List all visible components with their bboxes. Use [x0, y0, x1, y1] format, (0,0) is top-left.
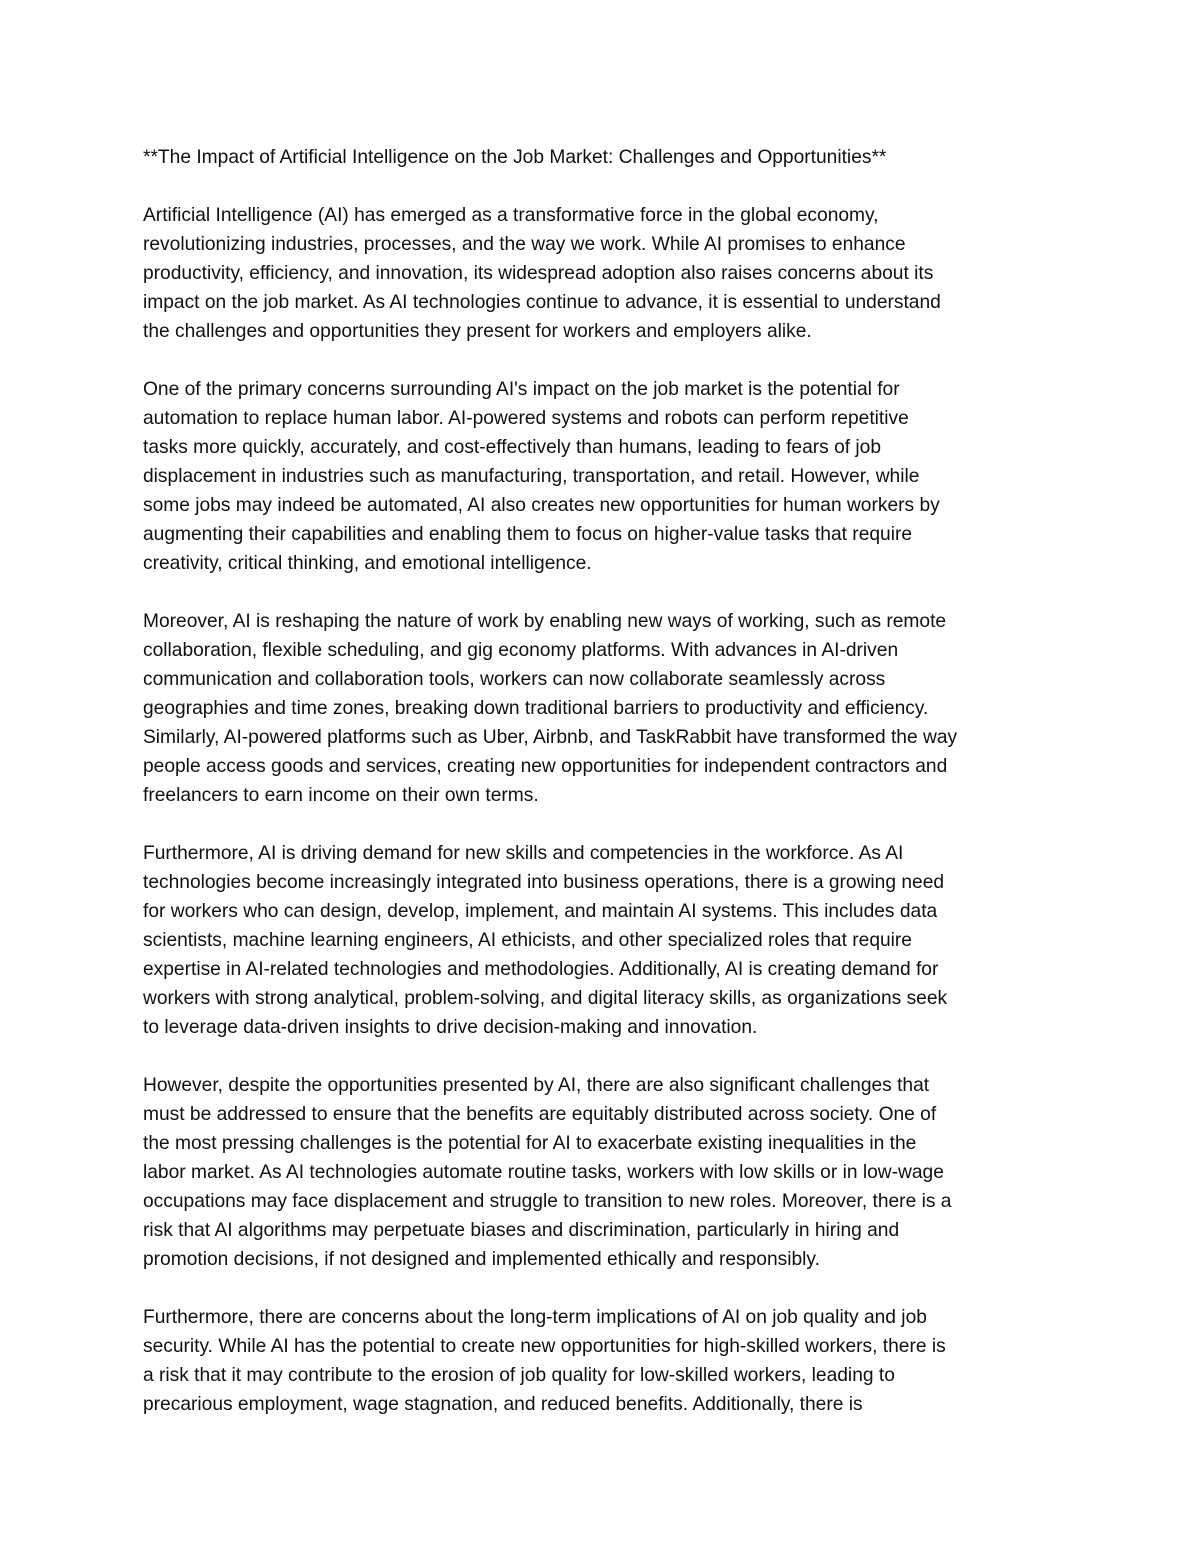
text-line: revolutionizing industries, processes, and the way we work. While AI promises to enhance	[143, 234, 906, 255]
text-line: security. While AI has the potential to create new opportunities for high-skilled workers, there is	[143, 1336, 946, 1357]
paragraph-automation	[143, 375, 1073, 578]
text-line: displacement in industries such as manufacturing, transportation, and retail. However, while	[143, 466, 920, 487]
text-line: augmenting their capabilities and enabling them to focus on higher-value tasks that require	[143, 524, 913, 545]
paragraph-spacer	[143, 1274, 1073, 1303]
text-line: However, despite the opportunities presented by AI, there are also significant challenges that	[143, 1075, 930, 1096]
text-line: workers with strong analytical, problem-solving, and digital literacy skills, as organizations seek	[143, 988, 948, 1009]
text-line: scientists, machine learning engineers, AI ethicists, and other specialized roles that require	[143, 930, 912, 951]
text-line: collaboration, flexible scheduling, and gig economy platforms. With advances in AI-driven	[143, 640, 899, 661]
text-line: geographies and time zones, breaking down traditional barriers to productivity and efficiency.	[143, 698, 929, 719]
text-line: Similarly, AI-powered platforms such as Uber, Airbnb, and TaskRabbit have transformed the way	[143, 727, 958, 748]
text-line: Furthermore, there are concerns about the long-term implications of AI on job quality and job	[143, 1307, 927, 1328]
text-line: creativity, critical thinking, and emotional intelligence.	[143, 553, 592, 574]
paragraph-spacer	[143, 172, 1073, 201]
text-line: freelancers to earn income on their own terms.	[143, 785, 539, 806]
text-line: people access goods and services, creating new opportunities for independent contractors and	[143, 756, 948, 777]
text-line: productivity, efficiency, and innovation, its widespread adoption also raises concerns about its	[143, 263, 934, 284]
text-line: must be addressed to ensure that the benefits are equitably distributed across society. One of	[143, 1104, 937, 1125]
text-line: impact on the job market. As AI technologies continue to advance, it is essential to understand	[143, 292, 941, 313]
paragraph-spacer	[143, 346, 1073, 375]
text-line: Artificial Intelligence (AI) has emerged as a transformative force in the global economy,	[143, 205, 879, 226]
text-line: some jobs may indeed be automated, AI also creates new opportunities for human workers by	[143, 495, 940, 516]
text-line: risk that AI algorithms may perpetuate biases and discrimination, particularly in hiring and	[143, 1220, 900, 1241]
paragraph-nature-of-work	[143, 607, 1073, 810]
text-line: a risk that it may contribute to the erosion of job quality for low-skilled workers, leading to	[143, 1365, 895, 1386]
text-line: technologies become increasingly integrated into business operations, there is a growing need	[143, 872, 945, 893]
paragraph-challenges	[143, 1071, 1073, 1274]
text-line: the challenges and opportunities they present for workers and employers alike.	[143, 321, 812, 342]
text-line: occupations may face displacement and struggle to transition to new roles. Moreover, there is a	[143, 1191, 952, 1212]
text-line: the most pressing challenges is the potential for AI to exacerbate existing inequalities in the	[143, 1133, 917, 1154]
text-line: communication and collaboration tools, workers can now collaborate seamlessly across	[143, 669, 886, 690]
text-line: for workers who can design, develop, implement, and maintain AI systems. This includes data	[143, 901, 938, 922]
paragraph-job-quality	[143, 1303, 1073, 1419]
text-line: Moreover, AI is reshaping the nature of work by enabling new ways of working, such as remote	[143, 611, 947, 632]
text-line: automation to replace human labor. AI-powered systems and robots can perform repetitive	[143, 408, 909, 429]
document-body	[143, 143, 1073, 1419]
text-line: to leverage data-driven insights to drive decision-making and innovation.	[143, 1017, 758, 1038]
text-line: One of the primary concerns surrounding AI's impact on the job market is the potential for	[143, 379, 900, 400]
paragraph-spacer	[143, 578, 1073, 607]
paragraph-skills-demand	[143, 839, 1073, 1042]
text-line: labor market. As AI technologies automate routine tasks, workers with low skills or in low-wage	[143, 1162, 944, 1183]
text-line: Furthermore, AI is driving demand for new skills and competencies in the workforce. As AI	[143, 843, 904, 864]
paragraph-intro	[143, 201, 1073, 346]
document-title: **The Impact of Artificial Intelligence on the Job Market: Challenges and Opportunities**	[143, 147, 887, 168]
paragraph-spacer	[143, 1042, 1073, 1071]
text-line: expertise in AI-related technologies and methodologies. Additionally, AI is creating demand for	[143, 959, 939, 980]
paragraph-spacer	[143, 810, 1073, 839]
text-line: tasks more quickly, accurately, and cost-effectively than humans, leading to fears of job	[143, 437, 882, 458]
text-line: precarious employment, wage stagnation, and reduced benefits. Additionally, there is	[143, 1394, 863, 1415]
text-line: promotion decisions, if not designed and implemented ethically and responsibly.	[143, 1249, 820, 1270]
